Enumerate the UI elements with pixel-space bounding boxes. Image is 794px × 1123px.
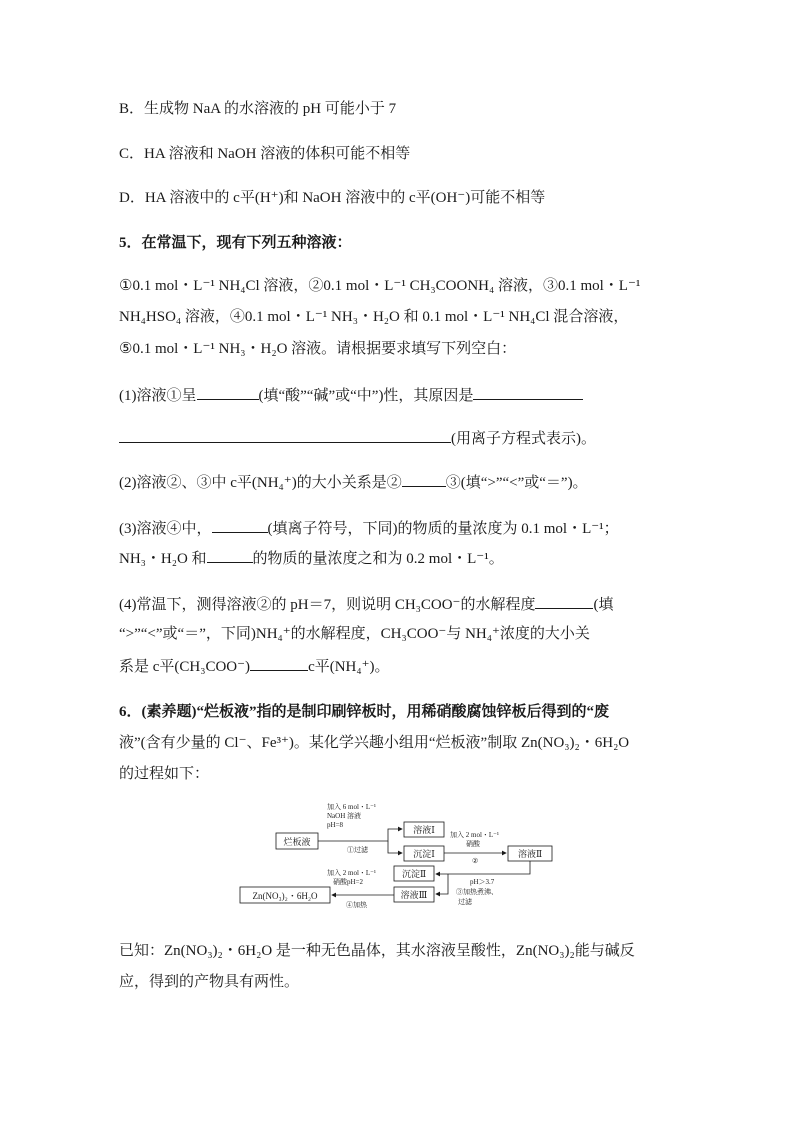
- step2-number: ②: [472, 857, 479, 865]
- question-6-line-1: 6．(素养题)“烂板液”指的是制印刷锌板时，用稀硝酸腐蚀锌板后得到的“废: [119, 704, 609, 720]
- question-5-part-2: [119, 472, 588, 493]
- part-1-suffix: (用离子方程式表示)。: [451, 431, 596, 447]
- step1-reagent-2: NaOH 溶液: [327, 812, 362, 820]
- part-4c-prefix: 系是 c平(CH₃COO⁻): [119, 659, 251, 675]
- blank-2-compare[interactable]: [402, 472, 446, 487]
- option-d: D．HA 溶液中的 c平(H⁺)和 NaOH 溶液中的 c平(OH⁻)可能不相等: [119, 190, 546, 206]
- blank-3-species[interactable]: [207, 548, 253, 563]
- question-6-line-3: 的过程如下：: [119, 766, 210, 782]
- part-4-prefix: (4)常温下，测得溶液②的 pH＝7，则说明 CH₃COO⁻的水解程度: [119, 597, 536, 613]
- question-5-solutions-line-3: ⑤0.1 mol・L⁻¹ NH₃・H₂O 溶液。请根据要求填写下列空白：: [119, 341, 517, 357]
- part-2-prefix: (2)溶液②、③中 c平(NH₄⁺)的大小关系是②: [119, 475, 402, 491]
- question-5-solutions-line-2: NH₄HSO₄ 溶液，④0.1 mol・L⁻¹ NH₃・H₂O 和 0.1 mol・L⁻¹ NH₄Cl 混合溶液，: [119, 309, 629, 325]
- known-info-line-2: 应，得到的产物具有两性。: [119, 974, 300, 990]
- question-5-part-1-line-2: [119, 428, 596, 449]
- question-5-part-3-line-2: [119, 548, 504, 569]
- blank-1-acidity[interactable]: [197, 385, 259, 400]
- blank-3-ion[interactable]: [212, 518, 268, 533]
- part-3-suffix: (填离子符号，下同)的物质的量浓度为 0.1 mol・L⁻¹；: [267, 521, 619, 537]
- step1-filter: ①过滤: [347, 846, 368, 854]
- step4-reagent-2: 硝酸pH=2: [333, 878, 364, 886]
- part-1-prefix: (1)溶液①呈: [119, 388, 197, 404]
- label-ppt2: 沉淀Ⅱ: [401, 869, 427, 879]
- blank-4-concentration[interactable]: [250, 656, 308, 671]
- step1-reagent: 加入 6 mol・L⁻¹: [327, 803, 376, 811]
- step4-heat: ④加热: [346, 901, 367, 909]
- step2-reagent: 加入 2 mol・L⁻¹: [450, 831, 499, 839]
- question-5-part-4-line-1: [119, 594, 613, 615]
- label-product: Zn(NO₃)₂・6H₂O: [252, 891, 318, 901]
- blank-4-hydrolysis[interactable]: [535, 594, 593, 609]
- question-5-solutions-line-1: ①0.1 mol・L⁻¹ NH₄Cl 溶液，②0.1 mol・L⁻¹ CH₃COONH₄ 溶液，③0.1 mol・L⁻¹: [119, 278, 641, 294]
- label-sol1: 溶液Ⅰ: [413, 825, 435, 835]
- blank-1-equation[interactable]: [119, 428, 451, 443]
- label-ppt1: 沉淀Ⅰ: [413, 849, 435, 859]
- question-5-part-4-line-2: “>”“<”或“＝”，下同)NH₄⁺的水解程度，CH₃COO⁻与 NH₄⁺浓度的大小关: [119, 626, 590, 642]
- question-5-title: 5．在常温下，现有下列五种溶液：: [119, 235, 352, 251]
- question-6-line-2: 液”(含有少量的 Cl⁻、Fe³⁺)。某化学兴趣小组用“烂板液”制取 Zn(NO₃)₂・6H₂O: [119, 735, 630, 751]
- option-c: C．HA 溶液和 NaOH 溶液的体积可能不相等: [119, 146, 411, 162]
- step3-ph: pH＞3.7: [470, 878, 495, 886]
- part-3-prefix: (3)溶液④中，: [119, 521, 212, 537]
- part-3b-prefix: NH₃・H₂O 和: [119, 551, 207, 567]
- step3-heat: ③加热煮沸、: [456, 888, 498, 896]
- known-info-line-1: 已知：Zn(NO₃)₂・6H₂O 是一种无色晶体，其水溶液呈酸性，Zn(NO₃)₂能与碱反: [119, 943, 635, 959]
- question-5-part-1-line-1: [119, 385, 583, 406]
- step2-reagent-2: 硝酸: [466, 840, 480, 848]
- blank-1-reason[interactable]: [473, 385, 583, 400]
- option-b: B．生成物 NaA 的水溶液的 pH 可能小于 7: [119, 101, 397, 117]
- question-5-part-4-line-3: [119, 656, 390, 677]
- step4-reagent: 加入 2 mol・L⁻¹: [327, 869, 376, 877]
- label-sol3: 溶液Ⅲ: [400, 890, 428, 900]
- step3-filter: 过滤: [458, 898, 472, 906]
- process-flow-diagram: [238, 800, 558, 910]
- label-start: 烂板液: [283, 837, 311, 847]
- part-4c-suffix: c平(NH₄⁺)。: [308, 659, 390, 675]
- part-4-suffix: (填: [593, 597, 614, 613]
- step1-ph: pH=8: [327, 821, 344, 829]
- part-1-middle: (填“酸”“碱”或“中”)性，其原因是: [258, 388, 474, 404]
- label-sol2: 溶液Ⅱ: [517, 849, 543, 859]
- question-5-part-3-line-1: [119, 518, 619, 539]
- part-2-suffix: ③(填“>”“<”或“＝”)。: [445, 475, 588, 491]
- part-3b-suffix: 的物质的量浓度之和为 0.2 mol・L⁻¹。: [252, 551, 504, 567]
